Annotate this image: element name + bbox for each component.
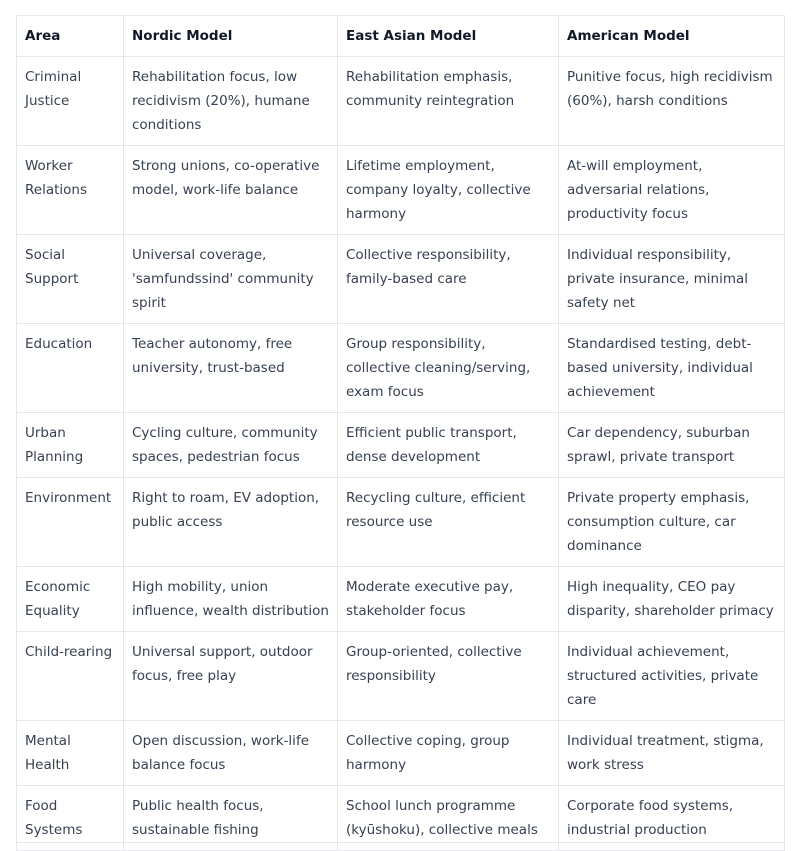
east-asian-cell: Group responsibility, collective cleaning/serving, exam focus [338, 324, 559, 413]
nordic-cell: Teacher autonomy, free university, trust-based [124, 324, 338, 413]
table-row [17, 567, 785, 632]
nordic-cell: High mobility, union influence, wealth distribution [124, 567, 338, 632]
row-area-cell: Urban Planning [17, 413, 124, 478]
table-row [17, 632, 785, 721]
column-header-american-model: American Model [559, 16, 785, 57]
nordic-cell: Universal coverage, 'samfundssind' community spirit [124, 235, 338, 324]
east-asian-cell: Lifetime employment, company loyalty, collective harmony [338, 146, 559, 235]
table-row [17, 324, 785, 413]
column-header-nordic-model: Nordic Model [124, 16, 338, 57]
nordic-cell: Open discussion, work-life balance focus [124, 721, 338, 786]
table-header-row [17, 16, 785, 57]
nordic-cell: Strong unions, co-operative model, work-life balance [124, 146, 338, 235]
table-row [17, 786, 785, 851]
table-row [17, 235, 785, 324]
east-asian-cell: School lunch programme (kyūshoku), collective meals [338, 786, 559, 851]
american-cell: Standardised testing, debt-based university, individual achievement [559, 324, 785, 413]
american-cell: Individual responsibility, private insurance, minimal safety net [559, 235, 785, 324]
nordic-cell: Rehabilitation focus, low recidivism (20%), humane conditions [124, 57, 338, 146]
east-asian-cell: Group-oriented, collective responsibility [338, 632, 559, 721]
comparison-table-container [16, 15, 784, 851]
nordic-cell: Cycling culture, community spaces, pedestrian focus [124, 413, 338, 478]
table-row [17, 721, 785, 786]
row-area-cell: Social Support [17, 235, 124, 324]
table-row [17, 413, 785, 478]
bottom-divider [16, 842, 784, 843]
table-row [17, 478, 785, 567]
american-cell: Individual achievement, structured activities, private care [559, 632, 785, 721]
east-asian-cell: Collective responsibility, family-based care [338, 235, 559, 324]
american-cell: Corporate food systems, industrial production [559, 786, 785, 851]
american-cell: High inequality, CEO pay disparity, shareholder primacy [559, 567, 785, 632]
american-cell: Car dependency, suburban sprawl, private transport [559, 413, 785, 478]
east-asian-cell: Moderate executive pay, stakeholder focus [338, 567, 559, 632]
american-cell: Private property emphasis, consumption culture, car dominance [559, 478, 785, 567]
east-asian-cell: Efficient public transport, dense development [338, 413, 559, 478]
table-row [17, 57, 785, 146]
american-cell: Punitive focus, high recidivism (60%), harsh conditions [559, 57, 785, 146]
row-area-cell: Child-rearing [17, 632, 124, 721]
nordic-cell: Public health focus, sustainable fishing [124, 786, 338, 851]
row-area-cell: Economic Equality [17, 567, 124, 632]
american-cell: At-will employment, adversarial relations, productivity focus [559, 146, 785, 235]
row-area-cell: Environment [17, 478, 124, 567]
table-row [17, 146, 785, 235]
american-cell: Individual treatment, stigma, work stress [559, 721, 785, 786]
row-area-cell: Mental Health [17, 721, 124, 786]
column-header-area: Area [17, 16, 124, 57]
nordic-cell: Right to roam, EV adoption, public access [124, 478, 338, 567]
east-asian-cell: Recycling culture, efficient resource use [338, 478, 559, 567]
row-area-cell: Education [17, 324, 124, 413]
nordic-cell: Universal support, outdoor focus, free play [124, 632, 338, 721]
comparison-table [16, 15, 785, 851]
row-area-cell: Worker Relations [17, 146, 124, 235]
column-header-east-asian-model: East Asian Model [338, 16, 559, 57]
east-asian-cell: Collective coping, group harmony [338, 721, 559, 786]
row-area-cell: Food Systems [17, 786, 124, 851]
row-area-cell: Criminal Justice [17, 57, 124, 146]
east-asian-cell: Rehabilitation emphasis, community reintegration [338, 57, 559, 146]
